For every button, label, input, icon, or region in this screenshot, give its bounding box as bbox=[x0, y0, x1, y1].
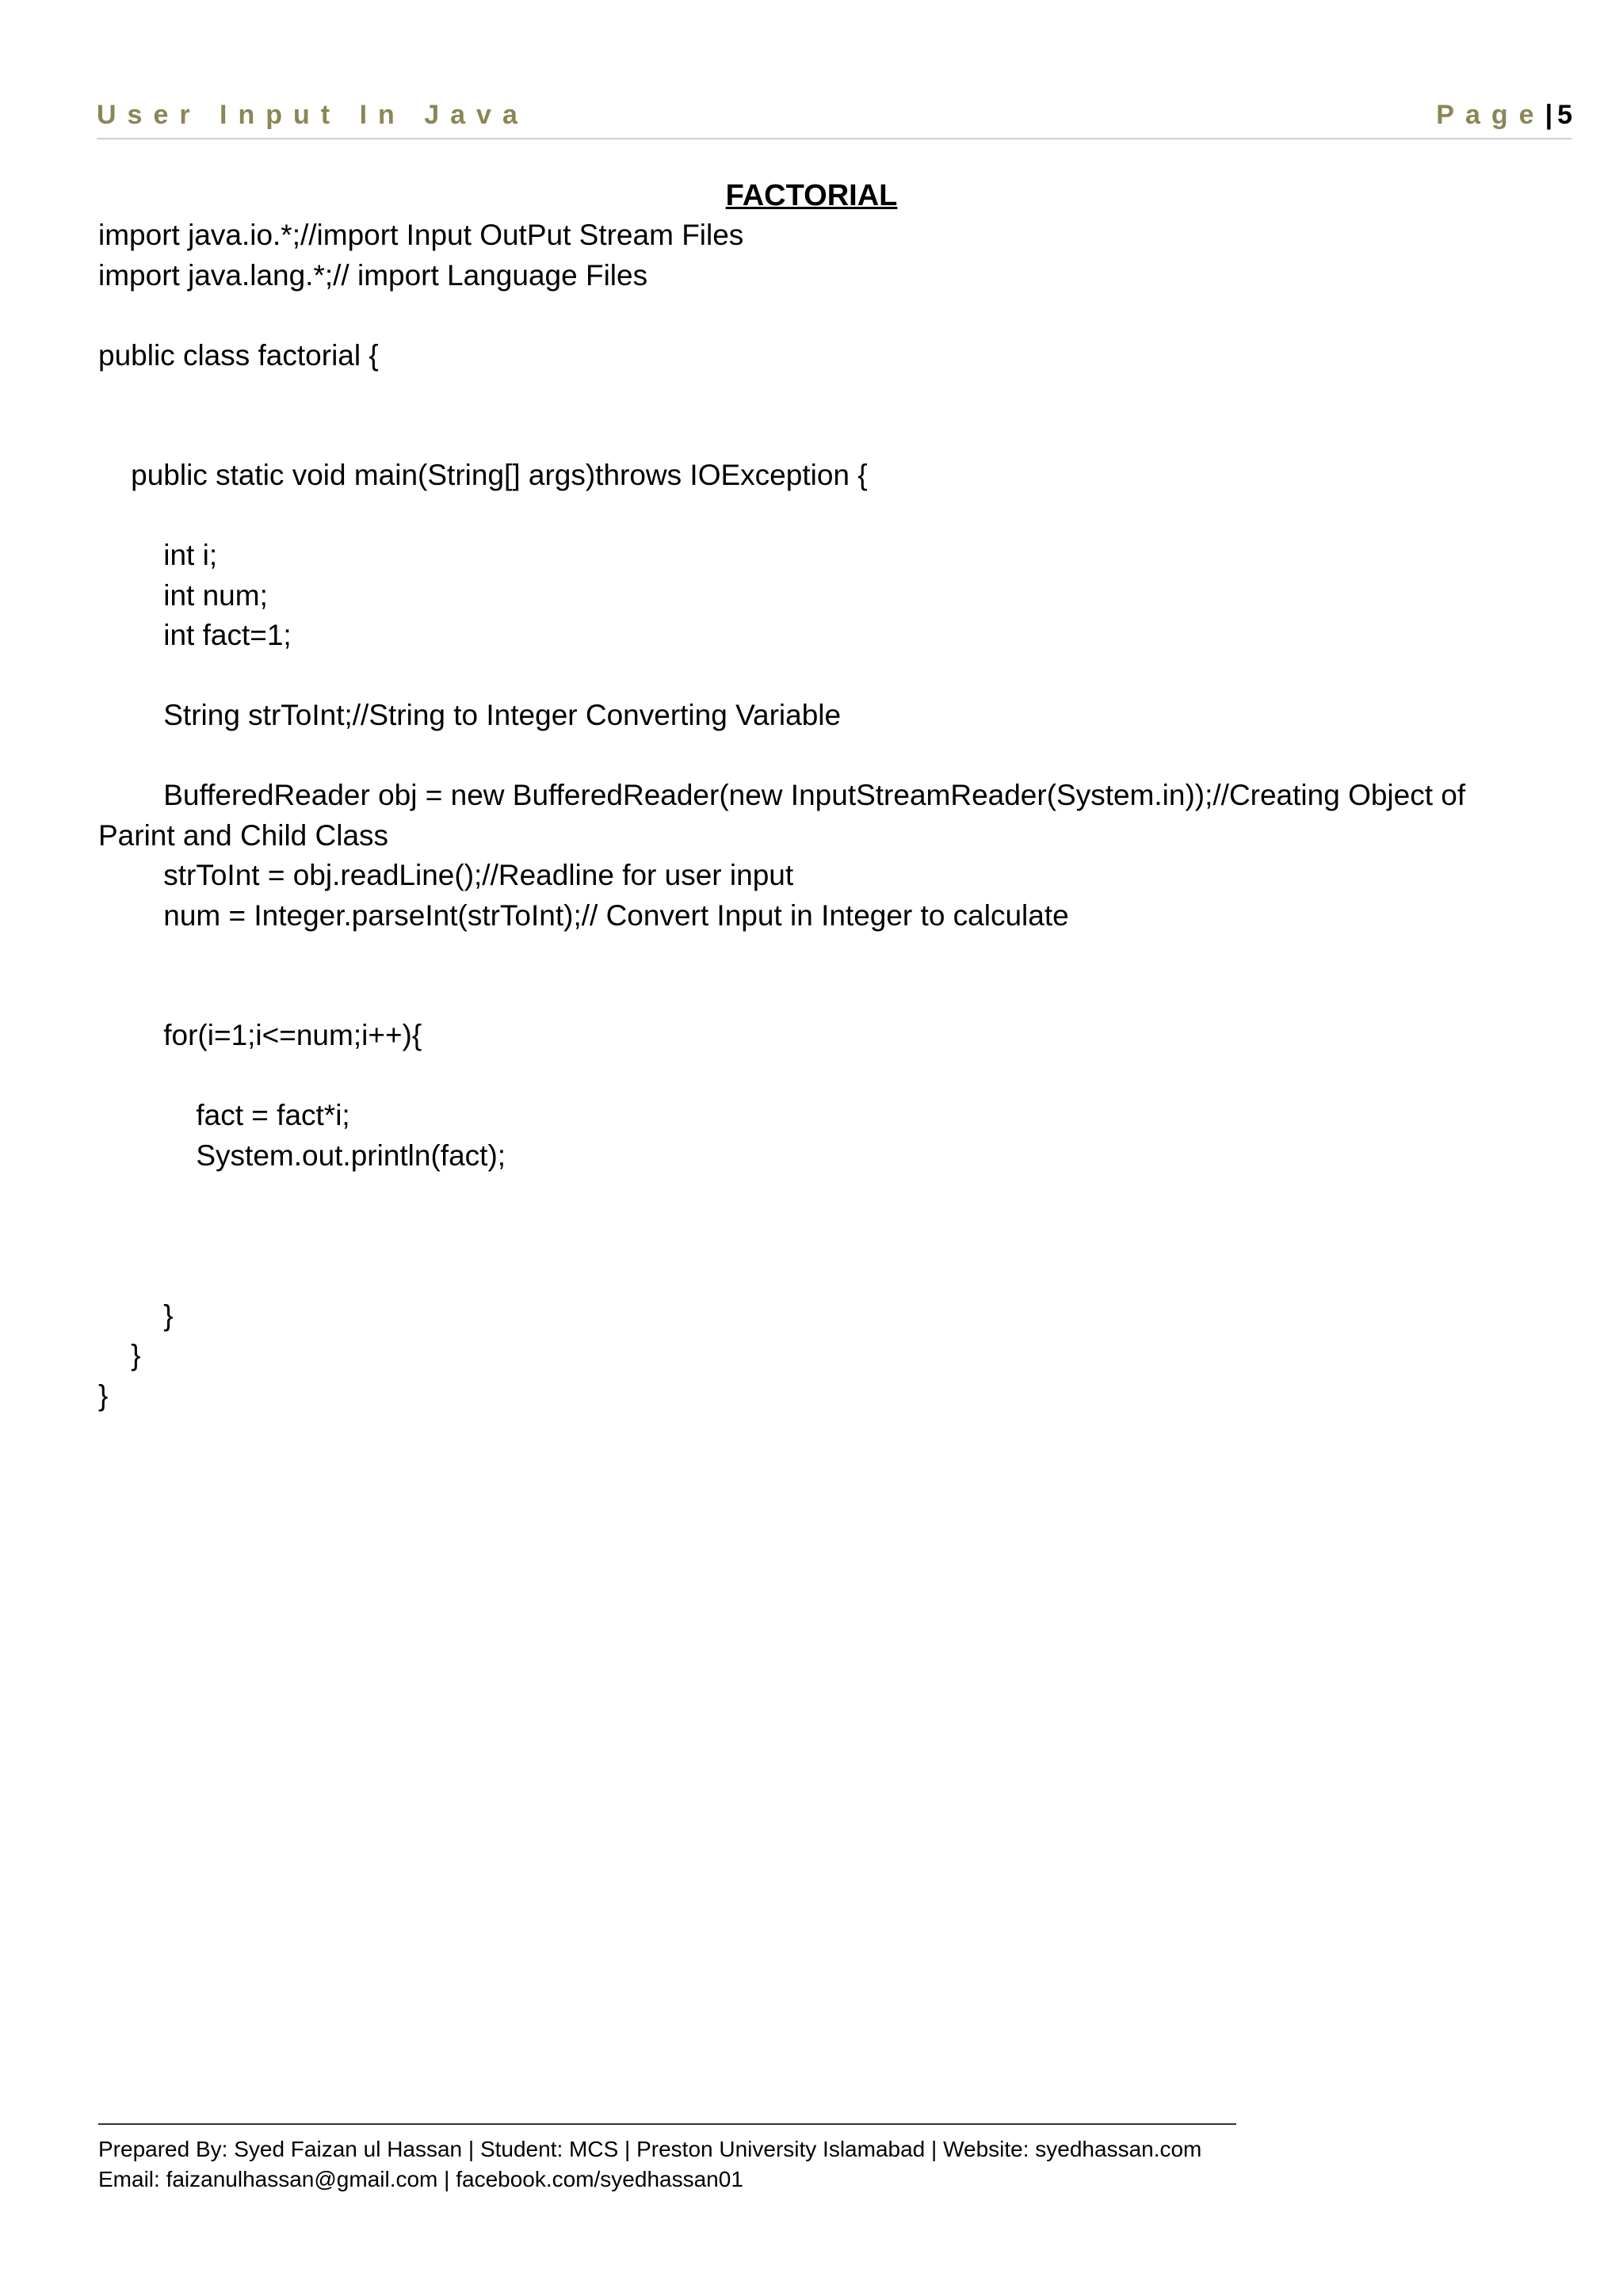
code-line: System.out.println(fact); bbox=[98, 1138, 506, 1172]
code-line bbox=[98, 976, 1517, 1016]
header-title: User Input In Java bbox=[97, 100, 529, 130]
code-line: String strToInt;//String to Integer Converting Variable bbox=[98, 699, 842, 731]
code-line: for(i=1;i<=num;i++){ bbox=[98, 1019, 422, 1051]
code-listing bbox=[98, 215, 1517, 1416]
code-line bbox=[98, 416, 1517, 456]
page-number: 5 bbox=[1557, 100, 1572, 130]
code-line: import java.lang.*;// import Language Files bbox=[98, 258, 648, 292]
code-line bbox=[98, 376, 1517, 416]
document-title: FACTORIAL bbox=[725, 179, 898, 212]
code-line: BufferedReader obj = new BufferedReader(new InputStreamReader(System.in));//Creating Object of bbox=[98, 779, 1466, 811]
code-line: int i; bbox=[98, 539, 218, 571]
code-line: int num; bbox=[98, 578, 268, 612]
page-footer bbox=[98, 2123, 1236, 2195]
code-line bbox=[98, 296, 1517, 336]
code-line: int fact=1; bbox=[98, 619, 292, 651]
page-separator: | bbox=[1545, 100, 1553, 130]
footer-contact: Email: faizanulhassan@gmail.com | facebook.com/syedhassan01 bbox=[98, 2167, 743, 2191]
code-line: } bbox=[98, 1339, 141, 1371]
code-line: } bbox=[98, 1299, 174, 1332]
code-line: strToInt = obj.readLine();//Readline for user input bbox=[98, 859, 794, 891]
code-line bbox=[98, 1176, 1517, 1216]
code-line: } bbox=[98, 1379, 109, 1412]
page-word: Page bbox=[1436, 100, 1545, 130]
page-indicator bbox=[1436, 100, 1572, 131]
code-line: fact = fact*i; bbox=[98, 1099, 350, 1131]
code-line: public class factorial { bbox=[98, 338, 379, 372]
code-line: num = Integer.parseInt(strToInt);// Convert Input in Integer to calculate bbox=[98, 898, 1069, 932]
code-line bbox=[98, 496, 1517, 536]
code-line bbox=[98, 1216, 1517, 1257]
code-line: Parint and Child Class bbox=[98, 818, 389, 852]
code-line bbox=[98, 1056, 1517, 1097]
footer-credits: Prepared By: Syed Faizan ul Hassan | Student: MCS | Preston University Islamabad | Website: syedhassan.com bbox=[98, 2137, 1202, 2161]
code-line bbox=[98, 936, 1517, 976]
code-line: public static void main(String[] args)throws IOException { bbox=[98, 459, 868, 491]
page-header bbox=[97, 97, 1572, 139]
code-line bbox=[98, 1256, 1517, 1296]
code-line: import java.io.*;//import Input OutPut Stream Files bbox=[98, 219, 744, 251]
code-line bbox=[98, 656, 1517, 696]
code-line bbox=[98, 736, 1517, 776]
